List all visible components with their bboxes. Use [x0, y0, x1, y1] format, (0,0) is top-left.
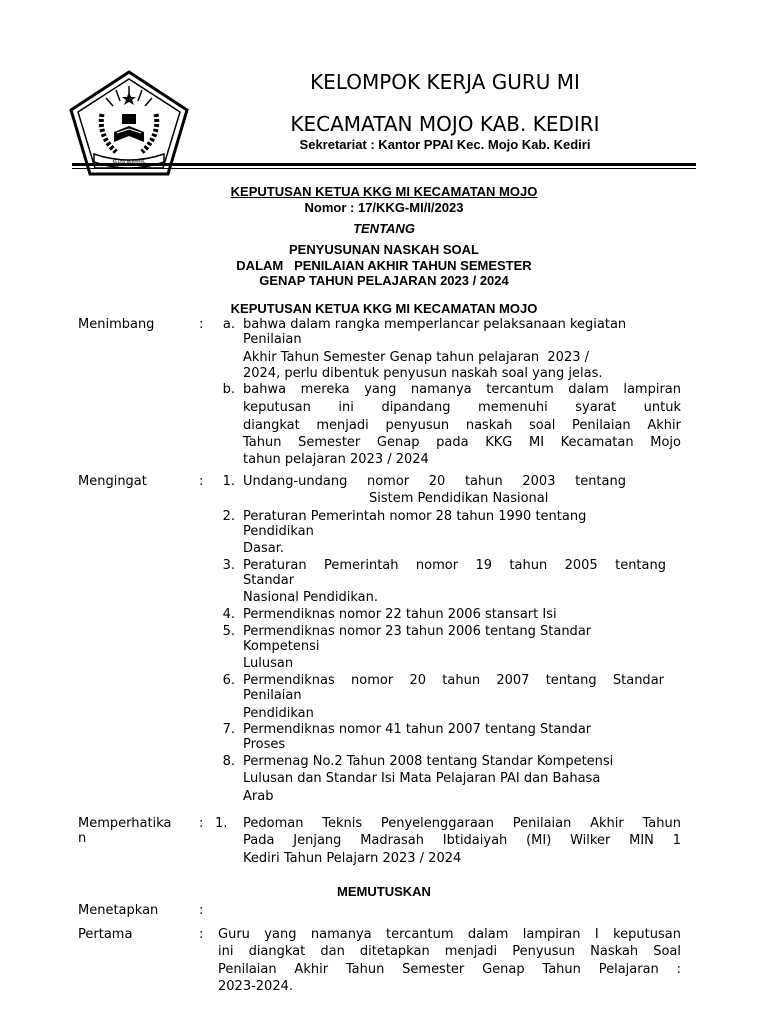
mengingat-marker-3: 3.	[222, 558, 235, 573]
mengingat-8-line-1: Permenag No.2 Tahun 2008 tentang Standar Kompetensi	[243, 754, 614, 769]
mengingat-marker-5: 5.	[222, 624, 235, 639]
menimbang-a-line-1: bahwa dalam rangka memperlancar pelaksanaan kegiatan	[243, 317, 627, 332]
mengingat-8-line-2: Lulusan dan Standar Isi Mata Pelajaran PAI dan Bahasa	[243, 771, 601, 786]
mengingat-1-line-1: Undang-undang nomor 20 tahun 2003 tentang	[243, 474, 626, 489]
decree-title-repeat: KEPUTUSAN KETUA KKG MI KECAMATAN MOJO	[230, 301, 538, 316]
memperhatikan-1-line-2: Pada Jenjang Madrasah Ibtidaiyah (MI) Wilker MIN 1	[243, 833, 681, 848]
mengingat-marker-8: 8.	[222, 754, 235, 769]
mengingat-3-line-1: Peraturan Pemerintah nomor 19 tahun 2005 tentang	[243, 558, 666, 573]
mengingat-7-line-1: Permendiknas nomor 41 tahun 2007 tentang Standar	[243, 722, 592, 737]
memperhatikan-colon: :	[199, 816, 204, 831]
mengingat-6-line-2: Penilaian	[243, 688, 302, 703]
mengingat-6-line-1: Permendiknas nomor 20 tahun 2007 tentang Standar	[243, 673, 664, 688]
pertama-line-1: Guru yang namanya tercantum dalam lampiran I keputusan	[218, 927, 681, 942]
subject-line-1: PENYUSUNAN NASKAH SOAL	[289, 242, 479, 257]
menimbang-b-line-3: diangkat menjadi penyusun naskah soal Penilaian Akhir	[243, 418, 681, 433]
memperhatikan-1-line-3: Kediri Tahun Pelajarn 2023 / 2024	[243, 851, 462, 866]
mengingat-2-line-2: Pendidikan	[243, 524, 314, 539]
menimbang-marker-b: b.	[222, 382, 235, 397]
mengingat-7-line-2: Proses	[243, 737, 286, 752]
mengingat-marker-4: 4.	[222, 607, 235, 622]
mengingat-3-line-3: Nasional Pendidikan.	[243, 590, 378, 605]
mengingat-5-line-1: Permendiknas nomor 23 tahun 2006 tentang Standar	[243, 624, 592, 639]
menimbang-b-line-5: tahun pelajaran 2023 / 2024	[243, 452, 429, 467]
mengingat-2-line-1: Peraturan Pemerintah nomor 28 tahun 1990 tentang	[243, 509, 587, 524]
memutuskan-heading: MEMUTUSKAN	[337, 884, 431, 899]
menetapkan-colon: :	[199, 903, 204, 918]
menimbang-marker-a: a.	[222, 317, 235, 332]
mengingat-6-line-3: Pendidikan	[243, 706, 314, 721]
organization-name: KELOMPOK KERJA GURU MI	[310, 70, 580, 94]
tentang-heading: TENTANG	[353, 221, 415, 236]
pertama-colon: :	[199, 927, 204, 942]
pertama-line-2: ini diangkat dan ditetapkan menjadi Penyusun Naskah Soal	[218, 944, 681, 959]
mengingat-marker-2: 2.	[222, 509, 235, 524]
menetapkan-label: Menetapkan	[78, 903, 159, 918]
organization-district: KECAMATAN MOJO KAB. KEDIRI	[290, 112, 600, 136]
mengingat-marker-7: 7.	[222, 722, 235, 737]
mengingat-marker-1: 1.	[222, 474, 235, 489]
mengingat-3-line-2: Standar	[243, 573, 295, 588]
mengingat-5-line-3: Lulusan	[243, 656, 294, 671]
menimbang-a-line-4: 2024, perlu dibentuk penyusun naskah soal yang jelas.	[243, 366, 603, 381]
memperhatikan-1-line-1: Pedoman Teknis Penyelenggaraan Penilaian Akhir Tahun	[243, 816, 681, 831]
subject-line-2: DALAM PENILAIAN AKHIR TAHUN SEMESTER	[236, 258, 532, 273]
letterhead-divider-thin	[72, 168, 696, 169]
decree-title: KEPUTUSAN KETUA KKG MI KECAMATAN MOJO	[230, 184, 538, 199]
menimbang-colon: :	[199, 317, 204, 332]
memperhatikan-label-line-2: n	[78, 831, 87, 846]
mengingat-1-line-2: Sistem Pendidikan Nasional	[369, 491, 549, 506]
letterhead-divider-thick	[72, 163, 696, 166]
mengingat-colon: :	[199, 474, 204, 489]
mengingat-5-line-2: Kompetensi	[243, 639, 320, 654]
pertama-label: Pertama	[78, 927, 133, 942]
mengingat-2-line-3: Dasar.	[243, 541, 284, 556]
menimbang-a-line-3: Akhir Tahun Semester Genap tahun pelajaran 2023 /	[243, 350, 590, 365]
menimbang-b-line-1: bahwa mereka yang namanya tercantum dalam lampiran	[243, 382, 681, 397]
logo-ribbon-text: KELAS BERAMAL	[112, 159, 146, 164]
pertama-line-4: 2023-2024.	[218, 979, 293, 994]
mengingat-4-line-1: Permendiknas nomor 22 tahun 2006 stansart Isi	[243, 607, 557, 622]
pertama-line-3: Penilaian Akhir Tahun Semester Genap Tahun Pelajaran :	[218, 962, 681, 977]
secretariat-address: Sekretariat : Kantor PPAI Kec. Mojo Kab. Kediri	[299, 137, 591, 152]
mengingat-label: Mengingat	[78, 474, 147, 489]
menimbang-b-line-2: keputusan ini dipandang memenuhi syarat untuk	[243, 400, 681, 415]
menimbang-b-line-4: Tahun Semester Genap pada KKG MI Kecamatan Mojo	[243, 435, 681, 450]
subject-line-3: GENAP TAHUN PELAJARAN 2023 / 2024	[259, 273, 509, 288]
decree-number: Nomor : 17/KKG-MI/I/2023	[304, 200, 464, 215]
menimbang-label: Menimbang	[78, 317, 155, 332]
mengingat-marker-6: 6.	[222, 673, 235, 688]
menimbang-a-line-2: Penilaian	[243, 332, 302, 347]
memperhatikan-label-line-1: Memperhatika	[78, 816, 172, 831]
organization-logo	[68, 70, 190, 178]
mengingat-8-line-3: Arab	[243, 789, 274, 804]
memperhatikan-marker-1: 1.	[215, 816, 228, 831]
